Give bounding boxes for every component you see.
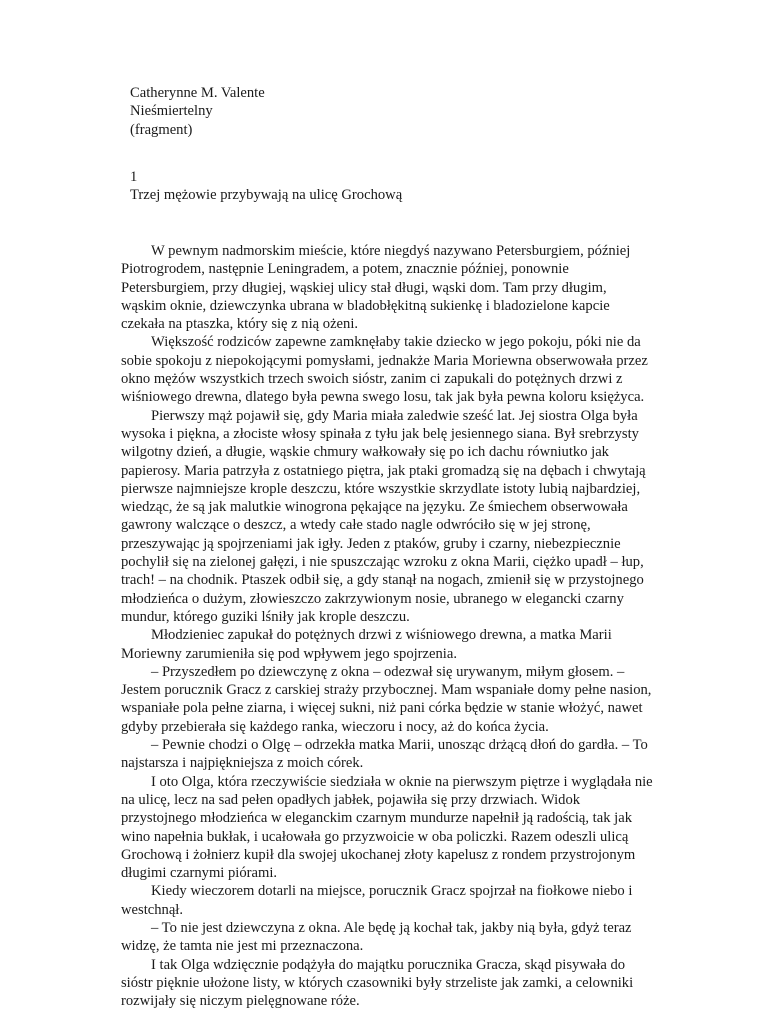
chapter-heading	[130, 168, 650, 205]
document-header	[130, 84, 650, 139]
paragraph: – To nie jest dziewczyna z okna. Ale będę ją kochał tak, jakby nią była, gdyż teraz widzę, że tamta nie jest mi przeznaczona.	[121, 919, 632, 955]
paragraph: – Przyszedłem po dziewczynę z okna – odezwał się urywanym, miłym głosem. – Jestem porucznik Gracz z carskiej straży przybocznej. Mam wspaniałe domy pełne nasion, wspaniałe pola pełne ziarna, i więcej sukni, niż pani córka będzie w stanie włożyć, nawet gdyby przebierała się każdego ranka, wieczoru i nocy, aż do końca życia.	[121, 663, 652, 735]
paragraph: Kiedy wieczorem dotarli na miejsce, porucznik Gracz spojrzał na fiołkowe niebo i westchnął.	[121, 883, 633, 918]
paragraph: I tak Olga wdzięcznie podążyła do majątku porucznika Gracza, skąd pisywała do sióstr pięknie ułożone listy, w których czasowniki były strzeliste jak zamki, a celowniki rozwijały się niczym pielęgnowane róże.	[121, 956, 634, 1010]
chapter-body	[121, 242, 653, 1010]
paragraph: W pewnym nadmorskim mieście, które niegdyś nazywano Petersburgiem, później Piotrogrodem, następnie Leningradem, a potem, znacznie później, ponownie Petersburgiem, przy długiej, wąskiej ulicy stał długi, wąski dom. Tam przy długim, wąskim oknie, dziewczynka ubrana w bladobłękitną sukienkę i bladozielone kapcie czekała na ptaszka, który się z nią ożeni.	[121, 243, 631, 333]
paragraph: – Pewnie chodzi o Olgę – odrzekła matka Marii, unosząc drżącą dłoń do gardła. – To najstarsza i najpiękniejsza z moich córek.	[121, 737, 648, 772]
chapter-title: Trzej mężowie przybywają na ulicę Grochową	[130, 187, 403, 204]
paragraph: Młodzieniec zapukał do potężnych drzwi z wiśniowego drewna, a matka Marii Moriewny zarumieniła się pod wpływem jego spojrzenia.	[121, 627, 612, 662]
fragment-note: (fragment)	[130, 121, 193, 138]
author-name: Catherynne M. Valente	[130, 85, 265, 101]
chapter-number: 1	[130, 169, 138, 185]
book-title: Nieśmiertelny	[130, 103, 213, 120]
paragraph: Większość rodziców zapewne zamknęłaby takie dziecko w jego pokoju, póki nie da sobie spokoju z niepokojącymi pomysłami, jednakże Maria Moriewna obserwowała przez okno mężów wszystkich trzech swoich sióstr, zanim ci zapukali do potężnych drzwi z wiśniowego drewna, dlatego była pewna swego losu, tak jak była pewna koloru księżyca.	[121, 334, 648, 406]
paragraph: I oto Olga, która rzeczywiście siedziała w oknie na pierwszym piętrze i wyglądała nie na ulicę, lecz na sad pełen opadłych jabłek, pojawiła się przy drzwiach. Widok przystojnego młodzieńca w eleganckim czarnym mundurze napełnił ją radością, tak jak wino napełnia bukłak, i ucałowała go przyzwoicie w oba policzki. Razem odeszli ulicą Grochową i żołnierz kupił dla swojej ukochanej złoty kapelusz z rondem przystrojonym długimi czarnymi piórami.	[121, 773, 653, 882]
paragraph: Pierwszy mąż pojawił się, gdy Maria miała zaledwie sześć lat. Jej siostra Olga była wysoka i piękna, a złociste włosy spinała z tyłu jak belę jesiennego siana. Był srebrzysty wilgotny dzień, a długie, wąskie chmury wałkowały się po ich dachu równiutko jak papierosy. Maria patrzyła z ostatniego piętra, jak ptaki gromadzą się na dębach i chwytają pierwsze najmniejsze krople deszczu, które wszystkie skrzydlate istoty lubią najbardziej, wiedząc, że są jak malutkie winogrona pękające na języku. Ze śmiechem obserwowała gawrony walczące o deszcz, a wtedy całe stado nagle odwróciło się w jej stronę, przeszywając ją spojrzeniami jak igły. Jeden z ptaków, gruby i czarny, niebezpiecznie pochylił się na zielonej gałęzi, i nie spuszczając wzroku z okna Marii, ciężko upadł – łup, trach! – na chodnik. Ptaszek odbił się, a gdy stanął na nogach, zmienił się w przystojnego młodzieńca o dużym, złowieszczo zakrzywionym nosie, ubranego w elegancki czarny mundur, którego guziki lśniły jak krople deszczu.	[121, 407, 646, 625]
